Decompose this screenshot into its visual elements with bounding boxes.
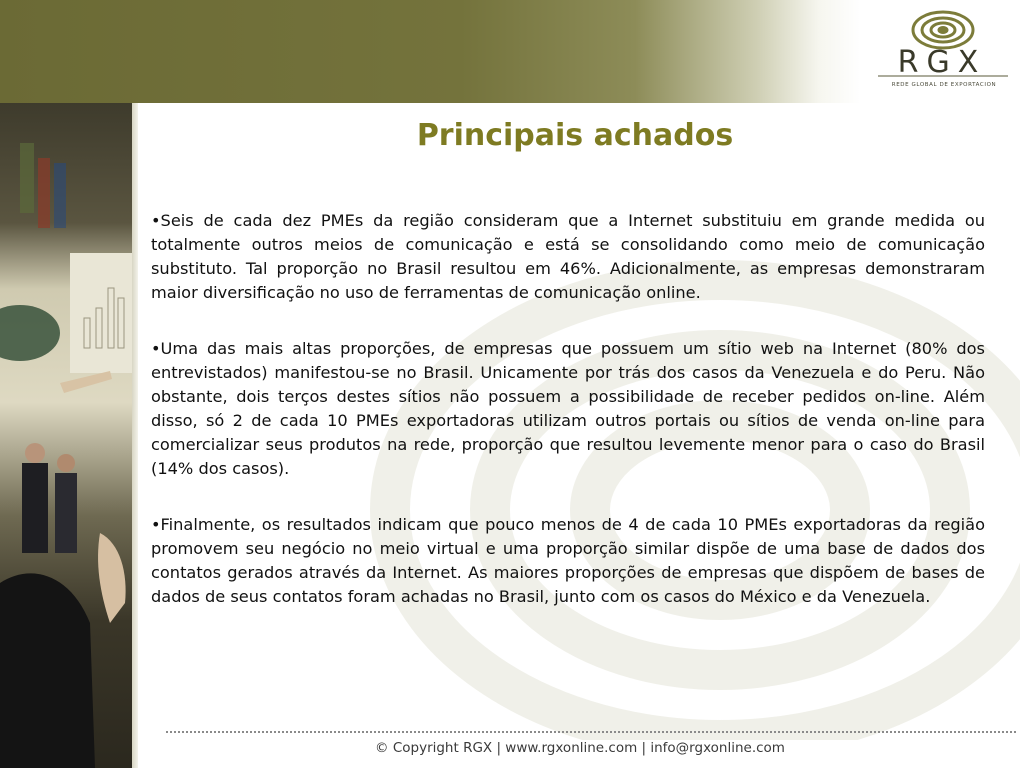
paragraph-virtual-promotion: •Finalmente, os resultados indicam que pouco menos de 4 de cada 10 PMEs exportadoras da região promovem seu negócio no meio virtual e uma proporção similar dispõe de uma base de dados dos contatos gerados através da Internet. As maiores proporções de empresas que dispõem de bases de dados de seus contatos foram achadas no Brasil, junto com os casos do México e da Venezuela. (151, 515, 985, 606)
slide-body (151, 209, 985, 641)
strip-divider (132, 103, 138, 768)
photo-collage-strip (0, 103, 132, 768)
logo-tagline: REDE GLOBAL DE EXPORTACION (891, 82, 997, 88)
footer-divider (166, 731, 1016, 733)
footer-copyright: © Copyright RGX | www.rgxonline.com | info@rgxonline.com (375, 740, 785, 756)
page-title: Principais achados (416, 118, 734, 153)
paragraph-website-ownership: •Uma das mais altas proporções, de empresas que possuem um sítio web na Internet (80% dos entrevistados) manifestou-se no Brasil. Unicamente por trás dos casos da Venezuela e do Peru. Não obstante, dois terços destes sítios não possuem a possibilidade de receber pedidos on-line. Além disso, só 2 de cada 10 PMEs exportadoras utilizam outros portais ou sítios de venda on-line para comercializar seus produtos na rede, proporção que resultou levemente menor para o caso do Brasil (14% dos casos). (151, 339, 985, 478)
paragraph-internet-substitution: •Seis de cada dez PMEs da região consideram que a Internet substituiu em grande medida ou totalmente outros meios de comunicação e está se consolidando como meio de comunicação substituto. Tal proporção no Brasil resultou em 46%. Adicionalmente, as empresas demonstraram maior diversificação no uso de ferramentas de comunicação online. (151, 211, 985, 302)
logo-text: RGX (897, 45, 987, 80)
collage-illustration (0, 103, 132, 768)
